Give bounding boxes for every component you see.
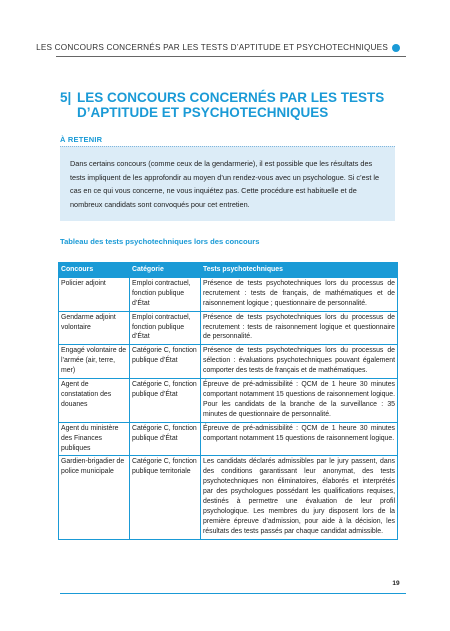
column-header-categorie: Catégorie (130, 263, 201, 278)
table-row (59, 311, 398, 345)
bullet-dot-icon (392, 44, 400, 52)
section-number: 5| (60, 90, 72, 105)
cell-categorie: Emploi contractuel, fonction publique d’État (130, 277, 201, 311)
cell-categorie: Catégorie C, fonction publique d’État (130, 345, 201, 379)
footer-divider (60, 593, 406, 594)
table-row (59, 379, 398, 423)
table-row (59, 456, 398, 539)
cell-categorie: Catégorie C, fonction publique d’État (130, 379, 201, 423)
column-header-tests: Tests psychotechniques (201, 263, 398, 278)
cell-tests: Épreuve de pré-admissibilité : QCM de 1 heure 30 minutes comportant notamment 15 questions de raisonnement logique. (201, 422, 398, 456)
cell-concours: Engagé volontaire de l’armée (air, terre, mer) (59, 345, 130, 379)
cell-categorie: Catégorie C, fonction publique d’État (130, 422, 201, 456)
cell-categorie: Emploi contractuel, fonction publique d’État (130, 311, 201, 345)
running-header (36, 43, 400, 52)
cell-categorie: Catégorie C, fonction publique territoriale (130, 456, 201, 539)
cell-tests: Présence de tests psychotechniques lors du processus de recrutement : tests de raisonnement logique et questionnaire de personnalité. (201, 311, 398, 345)
section-title: LES CONCOURS CONCERNÉS PAR LES TESTS D’APTITUDE ET PSYCHOTECHNIQUES (77, 90, 385, 120)
cell-concours: Gardien-brigadier de police municipale (59, 456, 130, 539)
cell-tests: Présence de tests psychotechniques lors du processus de recrutement : tests de français, de mathématiques et de raisonnement logique ; questionnaire de personnalité. (201, 277, 398, 311)
cell-concours: Gendarme adjoint volontaire (59, 311, 130, 345)
page-number: 19 (392, 580, 400, 587)
cell-concours: Policier adjoint (59, 277, 130, 311)
cell-concours: Agent du ministère des Finances publiques (59, 422, 130, 456)
column-header-concours: Concours (59, 263, 130, 278)
table-row (59, 277, 398, 311)
cell-tests: Épreuve de pré-admissibilité : QCM de 1 heure 30 minutes comportant notamment 15 questions de raisonnement logique. Pour les candidats de la branche de la surveillance : 35 minutes de questionnaire de personnalité. (201, 379, 398, 423)
table-caption: Tableau des tests psychotechniques lors des concours (60, 237, 260, 246)
retain-box (60, 146, 395, 221)
cell-tests: Les candidats déclarés admissibles par le jury passent, dans des conditions garantissant leur anonymat, des tests psychotechniques non éliminatoires, élaborés et interprétés par des psychologues possédant les qualifications requises, destinés à permettre une évaluation de leur profil psychologique. Les membres du jury disposent lors de la première épreuve d’admission, pour aide à la décision, les résultats des tests passés par chaque candidat admissible. (201, 456, 398, 539)
table-row (59, 345, 398, 379)
table-row (59, 422, 398, 456)
header-divider (56, 56, 406, 57)
cell-concours: Agent de constatation des douanes (59, 379, 130, 423)
running-header-title: LES CONCOURS CONCERNÉS PAR LES TESTS D’APTITUDE ET PSYCHOTECHNIQUES (36, 43, 388, 52)
table-header-row (59, 263, 398, 278)
cell-tests: Présence de tests psychotechniques lors du processus de sélection : évaluations psychotechniques pouvant également comporter des tests de français et de mathématiques. (201, 345, 398, 379)
section-heading (60, 90, 405, 120)
retain-label: À RETENIR (60, 135, 103, 144)
concours-table (58, 262, 398, 540)
retain-text: Dans certains concours (comme ceux de la gendarmerie), il est possible que les résultats des tests impliquent de les approfondir au moyen d’un rendez-vous avec un psychologue. Si c’est le cas en ce qui vous concerne, ne vous inquiétez pas. Cette procédure est habituelle et de nombreux candidats sont convoqués pour cet entretien. (70, 159, 380, 209)
